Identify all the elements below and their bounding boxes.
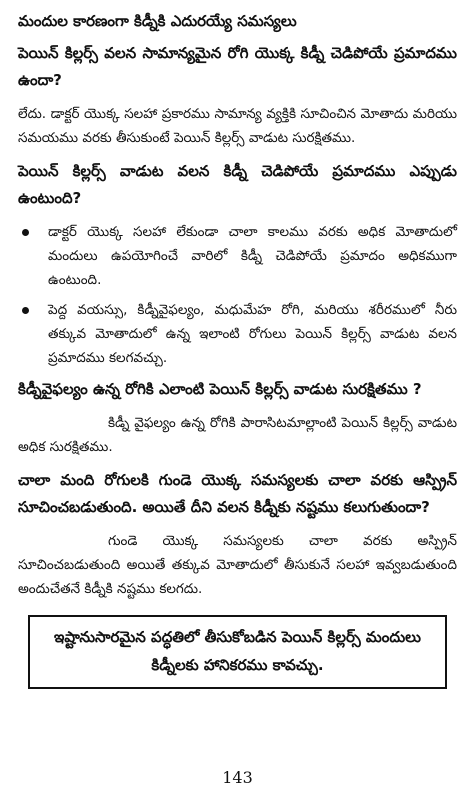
boxed-note: ఇష్టానుసారమైన పద్ధతిలో తీసుకోబడిన పెయిన్ కిల్లర్స్ మందులు కిడ్నీలకు హానికరము కావచ్చు. [28,615,447,689]
answer-2-bullet-list [18,220,457,370]
question-4: చాలా మంది రోగులకి గుండె యొక్క సమస్యలకు చాలా వరకు ఆస్ప్రిన్ సూచించబడుతుంది. అయితే దీని వలన కిడ్నీకు నష్టము కలుగుతుందా? [18,471,457,516]
question-1: పెయిన్ కిల్లర్స్ వలన సామాన్యమైన రోగి యొక్క కిడ్నీ చెడిపోయే ప్రమాదము ఉందా? [18,44,457,89]
page-number: 143 [222,768,253,787]
bullet-text: పెద్ద వయస్సు, కిడ్నీవైఫల్యం, మధుమేహ రోగి, మరియు శరీరములో నీరు తక్కువ మోతాదులో ఉన్న ఇలాంటి రోగులు పెయిన్ కిల్లర్స్ వాడుట వలన ప్రమాదము కలగవచ్చు. [48,302,457,366]
bullet-text: డాక్టర్ యొక్క సలహా లేకుండా చాలా కాలము వరకు అధిక మోతాదులో మందులు ఉపయోగించే వారిలో కిడ్నీ చెడిపోయే ప్రమాదం అధికముగా ఉంటుంది. [48,224,457,288]
section-heading: మందుల కారణంగా కిడ్నీకి ఎదురయ్యే సమస్యలు [18,12,297,30]
answer-3: కిడ్నీ వైఫల్యం ఉన్న రోగికి పారాసిటమాల్లాంటి పెయిన్ కిల్లర్స్ వాడుట అధిక సురక్షితము. [18,415,457,455]
question-2: పెయిన్ కిల్లర్స్ వాడుట వలన కిడ్నీ చెడిపోయే ప్రమాదము ఎప్పుడు ఉంటుంది? [18,162,457,207]
bullet-item [18,220,457,292]
bullet-icon [22,229,29,236]
bullet-item [18,298,457,370]
bullet-icon [22,307,29,314]
answer-1: లేదు. డాక్టర్ యొక్క సలహా ప్రకారము సామాన్య వ్యక్తికి సూచించిన మోతాదు మరియు సమయము వరకు తీసుకుంటే పెయిన్ కిల్లర్స్ వాడుట సురక్షితము. [18,106,457,146]
answer-4: గుండె యొక్క సమస్యలకు చాలా వరకు అస్ప్రిన్ సూచించబడుతుంది అయితే తక్కువ మోతాదులో తీసుకునే సలహా ఇవ్వబడుతుంది అందుచేతనే కిడ్నీకి నష్టము కలగదు. [18,533,457,597]
question-3: కిడ్నీవైఫల్యం ఉన్న రోగికి ఎలాంటి పెయిన్ కిల్లర్స్ వాడుట సురక్షితము ? [18,380,422,398]
